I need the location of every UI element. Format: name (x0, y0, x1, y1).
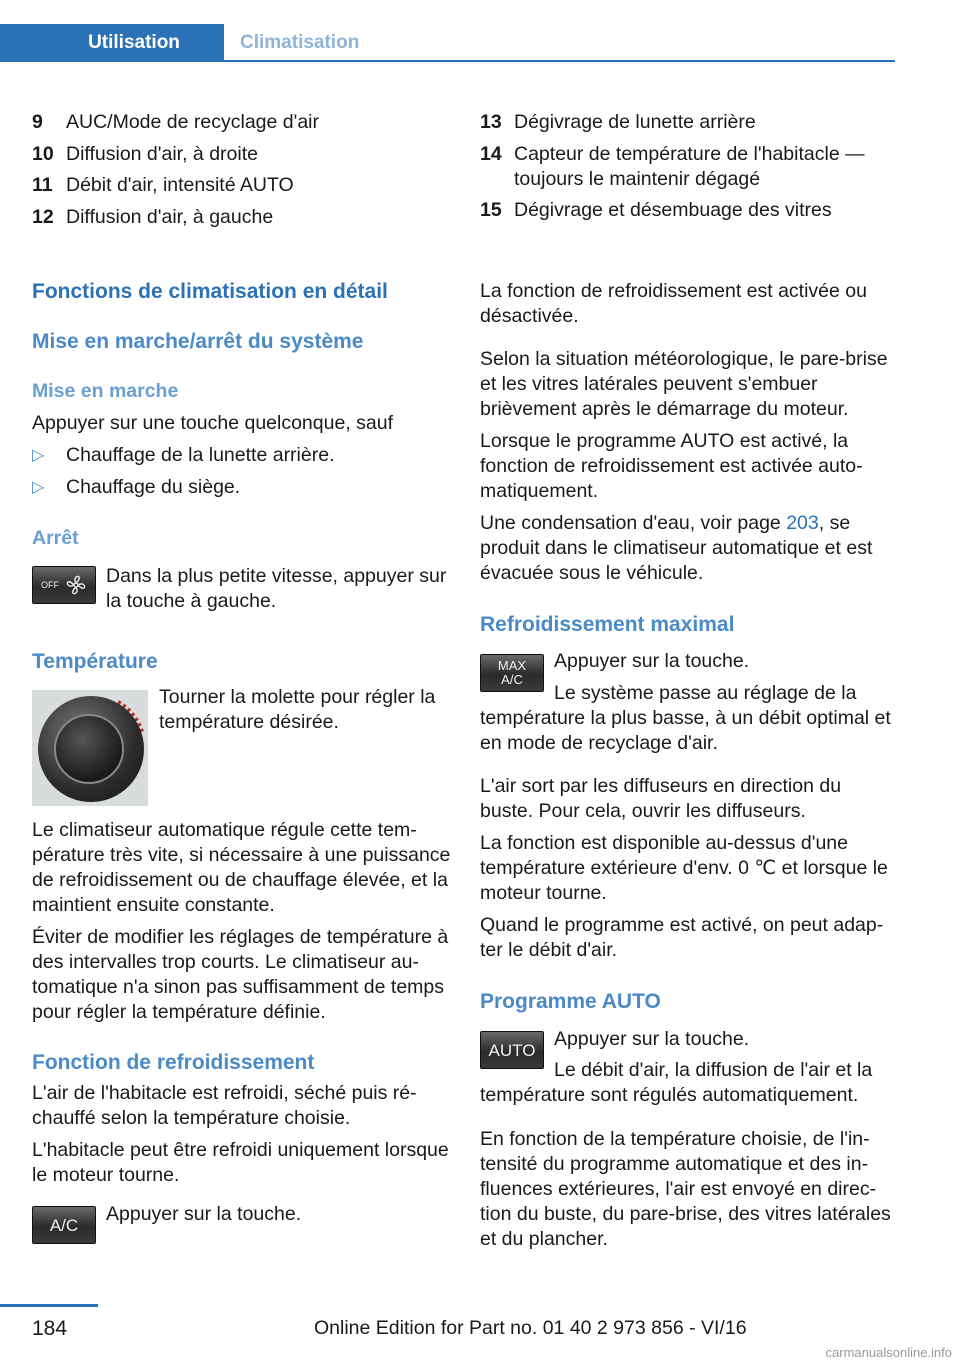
max-text-1: Le système passe au réglage de la température la plus basse, à un débit optimal et en mode de recyclage d'air. (480, 682, 891, 754)
max-paragraph-4: Quand le programme est activé, on peut adapter le débit d'air. (480, 914, 884, 961)
right-paragraph-4: Une condensation d'eau, voir page 203, se produit dans le climatiseur automatique et est évacuée sous le véhicule. (480, 512, 873, 584)
right-paragraph-2: Selon la situation météorologique, le pare-brise et les vitres latérales peuvent s'embuer brièvement après le démarrage du moteur. (480, 348, 888, 420)
subsection-title-off: Arrêt (32, 527, 79, 549)
auto-button-image: AUTO (480, 1031, 544, 1069)
list-item: ▷ Chauffage du siège. (32, 476, 241, 498)
legend-item: 12 Diffusion d'air, à gauche (32, 205, 274, 228)
edition-text: Online Edition for Part no. 01 40 2 973 856 - VI/16 (314, 1317, 747, 1339)
triangle-bullet-icon: ▷ (32, 479, 45, 496)
max-paragraph-2: L'air sort par les diffuseurs en direction du buste. Pour cela, ouvrir les diffuseurs. (480, 775, 842, 822)
left-column (32, 110, 450, 236)
legend-list-right (480, 110, 898, 223)
section-title-auto-program: Programme AUTO (480, 990, 661, 1013)
temperature-text: Tourner la molette pour régler la température désirée. (159, 686, 436, 733)
max-paragraph-3: La fonction est disponible au-dessus d'une température extérieure d'env. 0 ℃ et lorsque le moteur tourne. (480, 832, 888, 904)
triangle-bullet-icon: ▷ (32, 447, 45, 464)
legend-item: 11 Débit d'air, intensité AUTO (32, 174, 294, 196)
section-title-climate-functions: Fonctions de climatisation en détail (32, 280, 388, 303)
footer-rule (0, 1304, 98, 1307)
section-title-cooling: Fonction de refroidissement (32, 1051, 315, 1074)
fan-icon (65, 574, 87, 596)
legend-item: 13 Dégivrage de lunette arrière (480, 111, 756, 133)
section-title-system: Mise en marche/arrêt du système (32, 330, 364, 353)
auto-paragraph-2: En fonction de la température choisie, de l'intensité du programme automatique et des influences extérieures, l'air est envoyé en direction du buste, du pare-brise, des vitres latérales et du plancher. (480, 1128, 891, 1250)
right-column-legend (480, 110, 898, 230)
cooling-press-text: Appuyer sur la touche. (106, 1203, 302, 1225)
chapter-header (0, 24, 895, 62)
watermark: carmanualsonline.info (825, 1345, 952, 1360)
legend-list-left (32, 110, 450, 230)
page-number: 184 (32, 1317, 68, 1340)
on-text: Appuyer sur une touche quelconque, sauf (32, 412, 394, 434)
ac-button-image: A/C (32, 1206, 96, 1244)
tab-utilisation[interactable]: Utilisation (0, 24, 224, 62)
legend-item: 15 Dégivrage et désembuage des vitres (480, 199, 832, 221)
legend-item: 14 Capteur de température de l'habitacle — toujours le maintenir dégagé (480, 142, 865, 190)
right-paragraph-1: La fonction de refroidissement est activée ou désactivée. (480, 280, 867, 327)
cooling-paragraph-2: L'habitacle peut être refroidi uniquement lorsque le moteur tourne. (32, 1139, 449, 1186)
subsection-title-on: Mise en marche (32, 380, 179, 402)
legend-item: 9 AUC/Mode de recyclage d'air (32, 111, 320, 133)
temperature-paragraph-2: Éviter de modifier les réglages de température à des intervalles trop courts. Le climatiseur automatique n'a sinon pas suffisamment de temps pour régler la température définie. (32, 926, 449, 1023)
fan-off-button-image: OFF (32, 566, 96, 604)
section-title-temperature: Température (32, 650, 158, 673)
page-link-203[interactable]: 203 (786, 512, 819, 534)
right-paragraph-3: Lorsque le programme AUTO est activé, la fonction de refroidissement est activée automatiquement. (480, 430, 863, 502)
on-exceptions-list (32, 436, 452, 500)
section-title-max-cooling: Refroidissement maximal (480, 613, 735, 636)
temperature-knob-image (32, 690, 148, 806)
auto-press-text: Appuyer sur la touche. (554, 1028, 750, 1050)
max-press-text: Appuyer sur la touche. (554, 650, 750, 672)
max-ac-button-image: MAX A/C (480, 654, 544, 692)
list-item: ▷ Chauffage de la lunette arrière. (32, 444, 335, 466)
off-text: Dans la plus petite vitesse, appuyer sur la touche à gauche. (106, 565, 447, 612)
temperature-paragraph-1: Le climatiseur automatique régule cette température très vite, si nécessaire à une puissance de refroidissement ou de chauffage élevée, et la maintient ensuite constante. (32, 819, 451, 916)
auto-text-1: Le débit d'air, la diffusion de l'air et la température sont régulés automatiquement. (480, 1059, 873, 1106)
legend-item: 10 Diffusion d'air, à droite (32, 142, 258, 165)
cooling-paragraph-1: L'air de l'habitacle est refroidi, séché puis réchauffé selon la température choisie. (32, 1082, 417, 1129)
tab-climatisation[interactable]: Climatisation (240, 32, 360, 53)
